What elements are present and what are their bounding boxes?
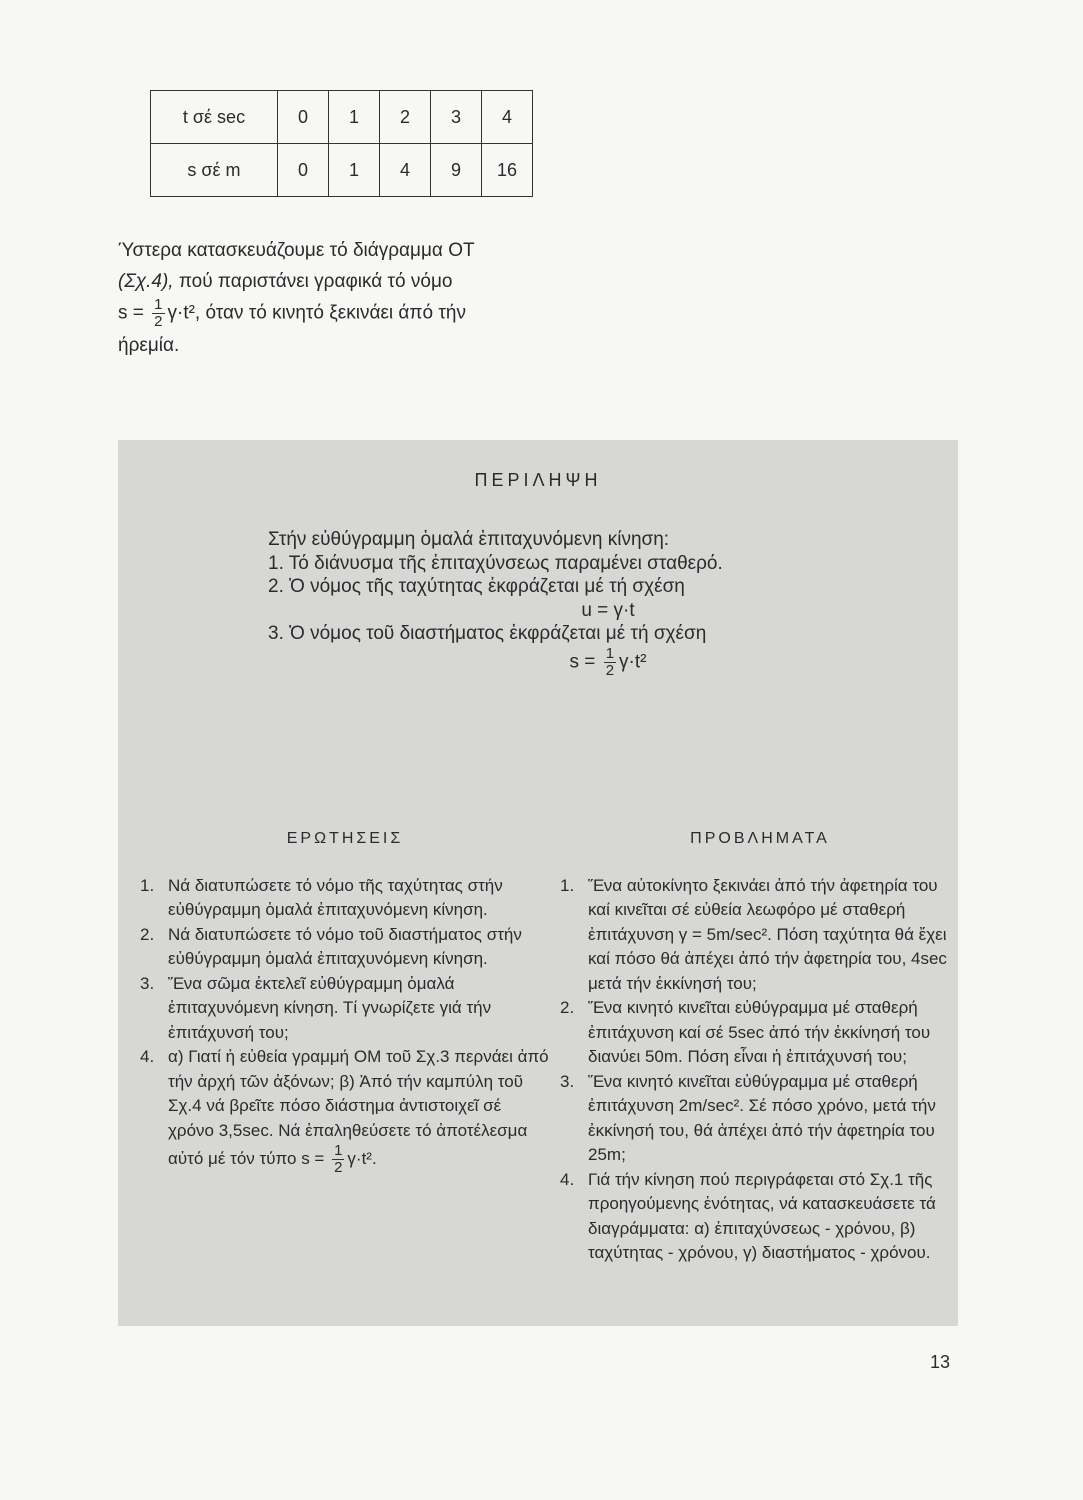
page-number: 13: [930, 1352, 951, 1372]
intro-paragraph: [118, 235, 598, 361]
item-text: Γιά τήν κίνηση πού περιγράφεται στό Σχ.1 τῆς προηγούμενης ἑνότητας, νά κατασκευάσετε τά διαγράμματα: α) ἐπιταχύνσεως - χρόνου, β) ταχύτητας - χρόνου, γ) διαστήματος - χρόνου.: [588, 1169, 936, 1262]
item-number: 2.: [560, 998, 575, 1017]
problems-title: ΠΡΟΒΛΗΜΑΤΑ: [690, 830, 830, 847]
intro-line: [118, 266, 598, 297]
formula-text: s =: [569, 651, 601, 673]
summary-lead: Στήν εὐθύγραμμη ὁμαλά ἐπιταχυνόμενη κίνηση:: [268, 529, 670, 550]
item-text: Ἕνα κινητό κινεῖται εὐθύγραμμα μέ σταθερή ἐπιτάχυνση καί σέ 5sec ἀπό τήν ἐκκίνησή του διανύει 50m. Πόση εἶναι ἡ ἐπιτάχυνσή του;: [588, 998, 931, 1066]
item-number: 4.: [560, 1169, 575, 1189]
summary-body: [268, 528, 948, 679]
fraction: [152, 297, 164, 330]
table-row: [151, 144, 533, 197]
formula-text: s =: [301, 1148, 330, 1168]
problem-item: [560, 1070, 960, 1168]
fraction-denominator: 2: [334, 1159, 343, 1176]
summary-point: 3. Ὁ νόμος τοῦ διαστήματος ἐκφράζεται μέ τή σχέση: [268, 623, 707, 644]
summary-point: 2. Ὁ νόμος τῆς ταχύτητας ἐκφράζεται μέ τή σχέση: [268, 576, 685, 597]
fraction-numerator: 1: [605, 644, 615, 662]
table-row: [151, 91, 533, 144]
questions-column: [140, 827, 550, 1176]
fraction-denominator: 2: [154, 313, 163, 330]
table-cell: 4: [482, 91, 533, 144]
item-number: 1.: [140, 875, 155, 895]
formula-text: γ·t²: [619, 651, 647, 673]
item-number: 2.: [140, 924, 155, 944]
question-item: [140, 874, 550, 923]
fraction-numerator: 1: [154, 296, 163, 313]
fraction: [604, 646, 616, 679]
fraction-denominator: 2: [605, 661, 615, 679]
distance-equation: [268, 646, 948, 679]
item-text: α) Γιατί ἡ εὐθεία γραμμή ΟΜ τοῦ Σχ.3 περνάει ἀπό τήν ἀρχή τῶν ἀξόνων; β) Ἀπό τήν καμπύλη τοῦ Σχ.4 νά βρεῖτε πόσο διάστημα ἀντιστοιχεῖ σέ χρόνο 3,5sec. Νά ἐπαληθεύσετε τό ἀποτέλεσμα αὐτό μέ τόν τύπο: [168, 1047, 549, 1168]
summary-title: ΠΕΡΙΛΗΨΗ: [474, 470, 602, 490]
time-distance-table: [150, 90, 533, 197]
formula-text: s =: [118, 302, 150, 324]
summary-point: 1. Τό διάνυσμα τῆς ἐπιταχύνσεως παραμένει σταθερό.: [268, 552, 723, 574]
item-text: Νά διατυπώσετε τό νόμο τοῦ διαστήματος στήν εὐθύγραμμη ὁμαλά ἐπιταχυνόμενη κίνηση.: [168, 924, 522, 968]
table-cell: 2: [380, 91, 431, 144]
table-cell: 0: [278, 91, 329, 144]
questions-title: ΕΡΩΤΗΣΕΙΣ: [286, 830, 404, 847]
table-cell: 3: [431, 91, 482, 144]
intro-text: πού παριστάνει γραφικά τό νόμο: [173, 271, 453, 292]
formula-text: γ·t².: [347, 1148, 377, 1168]
table-cell: 16: [482, 144, 533, 197]
item-number: 4.: [140, 1047, 155, 1066]
item-text: Ἕνα κινητό κινεῖται εὐθύγραμμα μέ σταθερή ἐπιτάχυνση 2m/sec². Σέ πόσο χρόνο, μετά τήν ἐκκίνησή του, θά ἀπέχει ἀπό τήν ἀφετηρία του 25m;: [588, 1071, 936, 1164]
item-text: Ἕνα σῶμα ἐκτελεῖ εὐθύγραμμη ὁμαλά ἐπιταχυνόμενη κίνηση. Τί γνωρίζετε γιά τήν ἐπιτάχυνσή του;: [168, 973, 492, 1042]
problem-item: [560, 874, 960, 997]
intro-line: Ύστερα κατασκευάζουμε τό διάγραμμα ΟΤ: [118, 240, 475, 261]
question-item: [140, 972, 550, 1046]
item-number: 1.: [560, 875, 575, 895]
velocity-equation: u = γ·t: [581, 599, 635, 621]
table-cell: 1: [329, 91, 380, 144]
fraction: [332, 1143, 344, 1176]
item-number: 3.: [560, 1071, 575, 1091]
item-text: Νά διατυπώσετε τό νόμο τῆς ταχύτητας στήν εὐθύγραμμη ὁμαλά ἐπιταχυνόμενη κίνηση.: [168, 875, 503, 919]
problem-item: [560, 1168, 960, 1266]
table-cell: 4: [380, 144, 431, 197]
intro-formula-line: [118, 297, 598, 330]
problem-item: [560, 996, 960, 1070]
fraction-numerator: 1: [334, 1142, 343, 1159]
figure-reference: (Σχ.4),: [118, 271, 174, 292]
table-cell: 9: [431, 144, 482, 197]
table-cell: 1: [329, 144, 380, 197]
summary-box: [118, 440, 958, 1326]
intro-line: ήρεμία.: [118, 335, 180, 356]
table-header-distance: s σέ m: [151, 144, 278, 197]
question-item: [140, 1045, 550, 1176]
table-cell: 0: [278, 144, 329, 197]
question-item: [140, 923, 550, 972]
table-header-time: t σέ sec: [151, 91, 278, 144]
formula-text: γ·t², όταν τό κινητό ξεκινάει άπό τήν: [167, 302, 466, 324]
item-number: 3.: [140, 973, 155, 993]
item-text: Ἕνα αὐτοκίνητο ξεκινάει ἀπό τήν ἀφετηρία του καί κινεῖται σέ εὐθεία λεωφόρο μέ σταθερή ἐπιτάχυνση γ = 5m/sec². Πόση ταχύτητα θά ἔχει καί πόσο θά ἀπέχει ἀπό τήν ἀφετηρία του, 4sec μετά τήν ἐκκίνησή του;: [588, 875, 947, 993]
problems-column: [560, 827, 960, 1266]
